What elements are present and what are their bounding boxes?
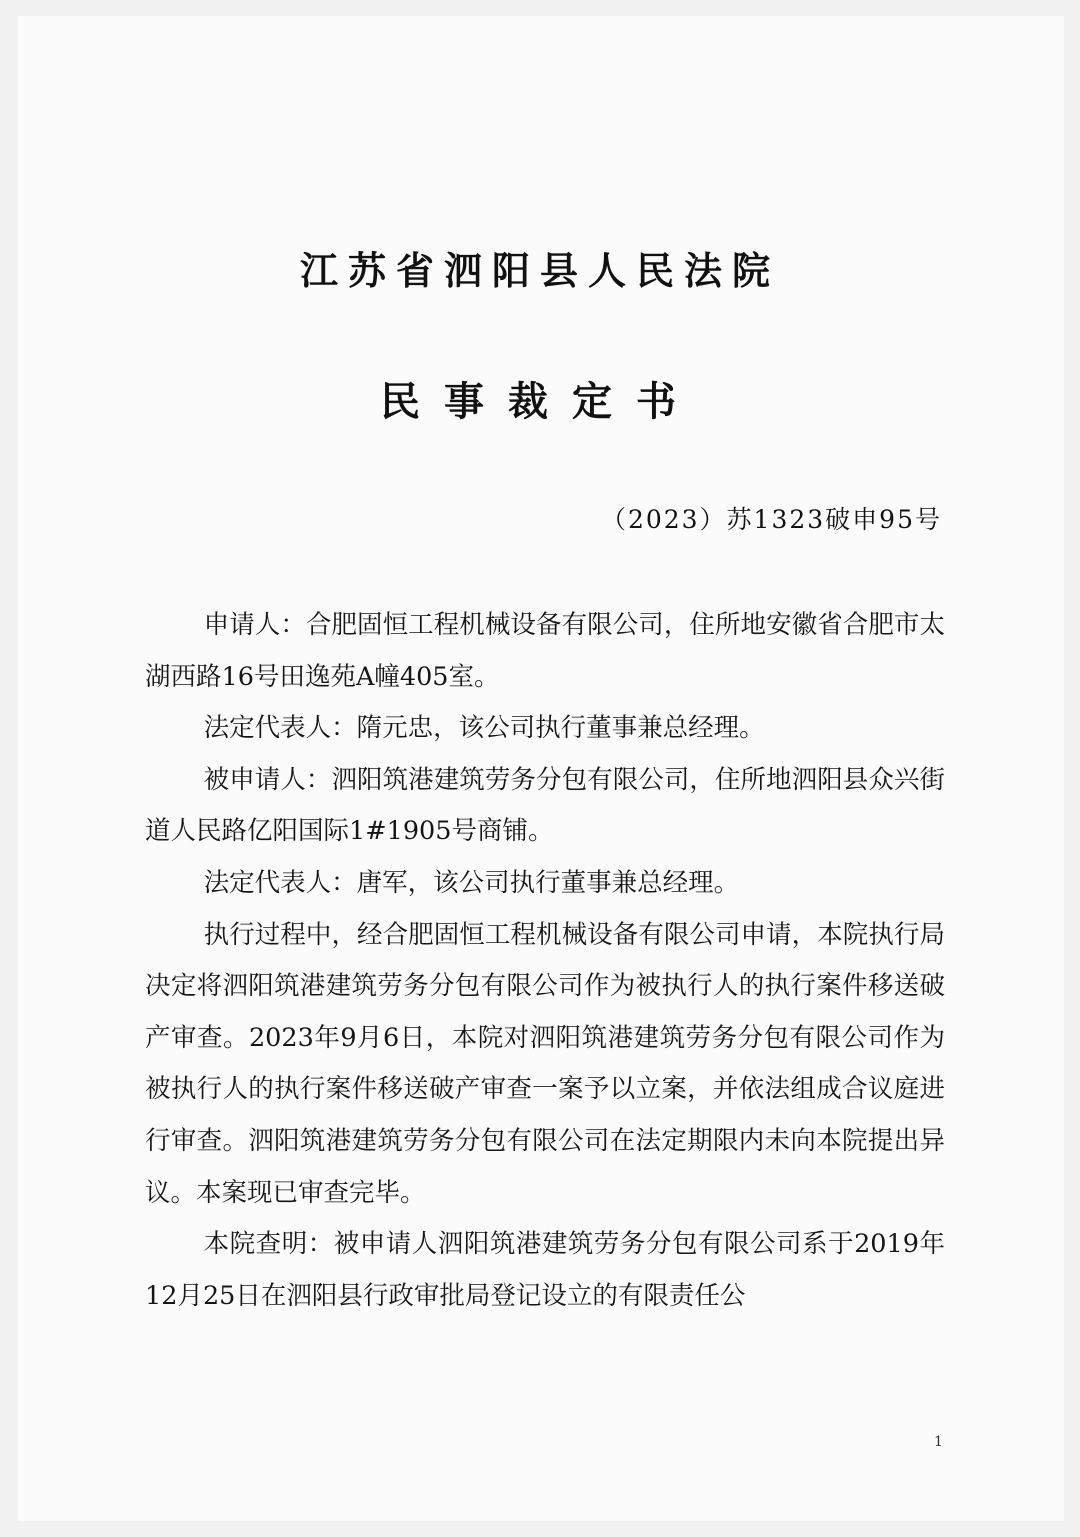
paragraph-applicant-representative: 法定代表人：隋元忠，该公司执行董事兼总经理。 — [203, 713, 765, 744]
paragraph-procedure: 执行过程中，经合肥固恒工程机械设备有限公司申请，本院执行局决定将泗阳筑港建筑劳务分包有限公司作为被执行人的执行案件移送破产审查。2023年9月6日，本院对泗阳筑港建筑劳务分包有限公司作为被执行人的执行案件移送破产审查一案予以立案，并依法组成合议庭进行审查。泗阳筑港建筑劳务分包有限公司在法定期限内未向本院提出异议。本案现已审查完毕。 — [145, 919, 945, 1208]
paragraph-findings: 本院查明：被申请人泗阳筑港建筑劳务分包有限公司系于2019年12月25日在泗阳县行政审批局登记设立的有限责任公 — [145, 1229, 945, 1311]
paragraph-respondent-representative: 法定代表人：唐军，该公司执行董事兼总经理。 — [203, 867, 740, 898]
court-name-heading: 江苏省泗阳县人民法院 — [299, 248, 780, 293]
case-number: （2023）苏1323破申95号 — [600, 505, 942, 534]
page-number: 1 — [934, 1434, 943, 1450]
paragraph-respondent: 被申请人：泗阳筑港建筑劳务分包有限公司，住所地泗阳县众兴街道人民路亿阳国际1#1905号商铺。 — [145, 764, 945, 847]
paragraph-applicant: 申请人：合肥固恒工程机械设备有限公司，住所地安徽省合肥市太湖西路16号田逸苑A幢405室。 — [145, 610, 945, 692]
document-body — [145, 600, 945, 1322]
document-type-heading: 民事裁定书 — [380, 378, 700, 425]
